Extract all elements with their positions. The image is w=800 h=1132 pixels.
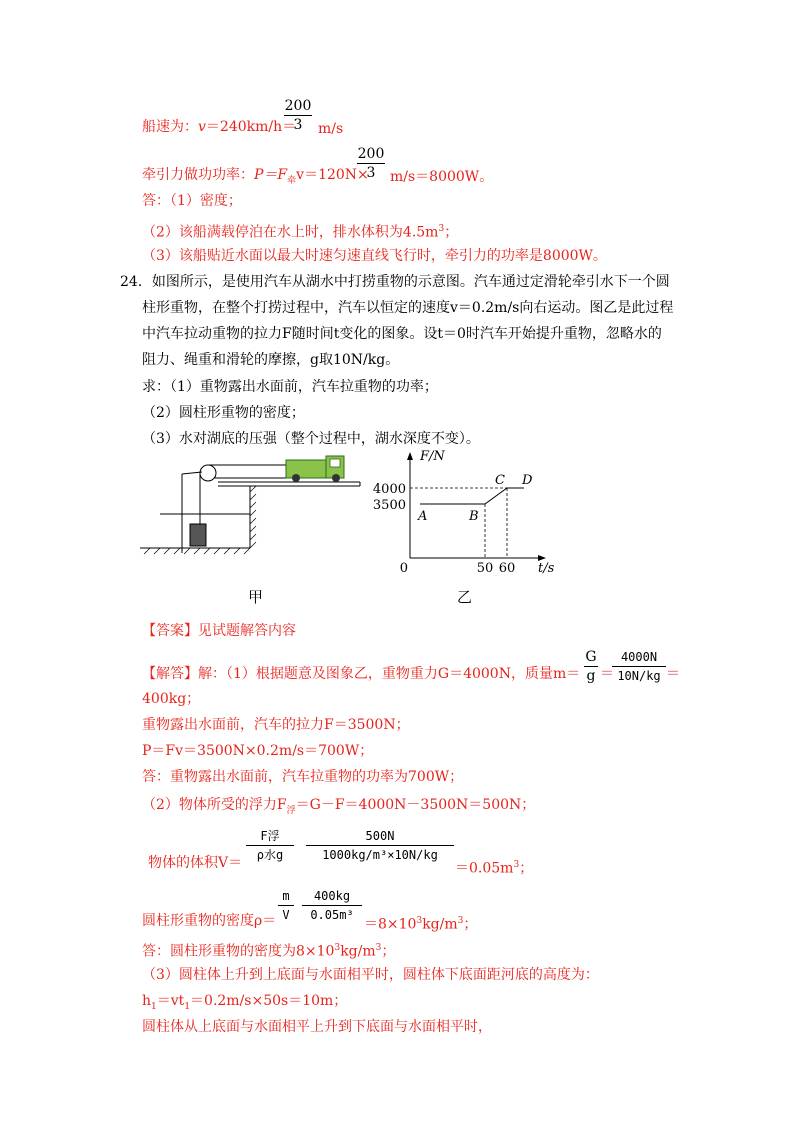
solution-line: 圆柱体从上底面与水面相平上升到下底面与水面相平时，	[142, 1019, 492, 1035]
x-axis-label: t/s	[538, 561, 555, 576]
numerator: 200	[284, 98, 312, 114]
text: P＝F	[254, 167, 288, 183]
fraction-power	[357, 146, 385, 181]
text: 3	[438, 224, 445, 234]
fraction-volume	[246, 828, 294, 863]
point-label-A: A	[418, 509, 428, 524]
text: ＝vt	[156, 993, 185, 1009]
denominator: 3	[366, 165, 376, 181]
text: 牵引力做功功率：	[142, 167, 254, 183]
numerator: F浮	[260, 829, 280, 843]
question-text: 阻力、绳重和滑轮的摩擦，g取10N/kg。	[142, 352, 400, 368]
text: h	[142, 993, 152, 1009]
origin-label: 0	[399, 561, 408, 576]
text: 浮	[286, 805, 296, 816]
question-text: 柱形重物，在整个打捞过程中，汽车以恒定的速度v＝0.2m/s向右运动。图乙是此过程	[142, 300, 674, 316]
text: v	[198, 119, 206, 135]
text: 【解答】	[142, 666, 198, 682]
denominator: V	[282, 908, 290, 922]
text: 牵	[287, 175, 297, 186]
fraction-volume-values	[306, 828, 454, 863]
point-label-B: B	[469, 509, 479, 524]
fraction-g-over-g	[584, 649, 598, 684]
truck-icon	[286, 456, 344, 482]
numerator: 400kg	[313, 889, 351, 903]
text: kg/m	[422, 916, 458, 933]
text: 见试题解答内容	[198, 623, 296, 639]
fraction-density-values	[302, 888, 362, 923]
question-text: （3）水对湖底的压强（整个过程中，湖水深度不变）。	[142, 431, 480, 447]
pulley	[200, 465, 216, 481]
fraction-mass	[612, 649, 666, 684]
figure-caption-jia: 甲	[248, 588, 264, 606]
solution-line	[142, 992, 347, 1016]
weight	[190, 524, 206, 546]
ship-speed-line	[142, 118, 296, 136]
text: 船速为：	[142, 119, 198, 135]
answer-line	[142, 220, 458, 242]
denominator: 0.05m³	[310, 908, 354, 922]
unit: m/s	[318, 121, 344, 137]
text: 答：圆柱形重物的密度为8×10	[142, 943, 335, 960]
text: ＝0.2m/s×50s＝10m；	[190, 993, 348, 1009]
text: ＝	[600, 666, 614, 682]
y-axis-arrow	[407, 452, 413, 460]
solution-line	[142, 665, 580, 683]
question-text: 24．如图所示，是使用汽车从湖水中打捞重物的示意图。汽车通过定滑轮牵引水下一个圆	[120, 274, 670, 290]
y-axis-label: F/N	[420, 449, 445, 464]
point-label-C: C	[495, 473, 505, 488]
text: （2）物体所受的浮力F	[142, 797, 287, 813]
fraction-density	[278, 888, 294, 923]
solution-line	[142, 796, 535, 820]
question-text: 中汽车拉动重物的拉力F随时间t变化的图象。设t＝0时汽车开始提升重物，忽略水的	[142, 326, 662, 342]
figure-caption-yi: 乙	[457, 588, 473, 606]
text: m/s＝8000W。	[390, 169, 494, 185]
text: ＝0.05m	[455, 860, 514, 877]
text: 【答案】	[142, 623, 198, 639]
text: 3	[334, 943, 341, 953]
x-tick-60: 60	[498, 561, 516, 576]
text: ＝G－F＝4000N－3500N＝500N；	[295, 797, 536, 813]
text: 解：（1）根据题意及图象乙，重物重力G＝4000N，质量m＝	[198, 666, 581, 682]
y-tick-3500: 3500	[372, 498, 406, 513]
text: ；	[519, 860, 534, 877]
answer-line: （3）该船贴近水面以最大时速匀速直线飞行时，牵引力的功率是8000W。	[142, 248, 607, 264]
text: 3	[513, 860, 520, 870]
text: v＝120N×	[296, 167, 369, 183]
text	[364, 912, 477, 934]
question-text: 求：（1）重物露出水面前，汽车拉重物的功率；	[142, 379, 438, 395]
solution-line: （3）圆柱体上升到上底面与水面相平时，圆柱体下底面距河底的高度为：	[142, 967, 599, 983]
text: 1	[184, 1001, 191, 1012]
numerator: G	[585, 649, 597, 665]
text: kg/m	[340, 943, 376, 960]
solution-line	[142, 939, 395, 961]
figure-jia-diagram	[140, 448, 370, 558]
text: ＝8×10	[364, 916, 417, 933]
denominator: 1000kg/m³×10N/kg	[322, 848, 438, 862]
power-line	[142, 166, 369, 190]
force-time-chart	[372, 448, 572, 576]
text: （2）该船满载停泊在水上时，排水体积为4.5m	[142, 224, 439, 241]
fraction-speed	[284, 98, 312, 133]
answer-line: 答：（1）密度；	[142, 193, 242, 209]
text: 3	[416, 916, 423, 926]
solution-line: 重物露出水面前，汽车的拉力F＝3500N；	[142, 717, 410, 733]
numerator: 4000N	[620, 650, 658, 664]
solution-line: 答：重物露出水面前，汽车拉重物的功率为700W；	[142, 769, 464, 785]
denominator: 3	[293, 117, 303, 133]
point-label-D: D	[522, 473, 533, 488]
text	[455, 856, 533, 878]
y-tick-4000: 4000	[372, 482, 406, 497]
text: 3	[375, 943, 382, 953]
denominator: 10N/kg	[617, 669, 661, 683]
denominator: g	[586, 668, 596, 684]
numerator: m	[282, 889, 290, 903]
x-tick-50: 50	[476, 561, 494, 576]
text: 3	[457, 916, 464, 926]
numerator: 500N	[365, 829, 395, 843]
text: ＝240km/h＝	[205, 119, 297, 135]
answer-tag-line	[142, 622, 296, 640]
series-line	[420, 488, 524, 504]
solution-line: 400kg；	[142, 691, 201, 707]
text: ；	[463, 916, 478, 933]
numerator: 200	[357, 146, 385, 162]
text: ；	[444, 224, 459, 241]
text: ；	[381, 943, 396, 960]
solution-line: 圆柱形重物的密度ρ＝	[142, 913, 277, 929]
denominator: ρ水g	[256, 848, 284, 862]
text: 1	[151, 1001, 157, 1012]
question-text: （2）圆柱形重物的密度；	[142, 405, 305, 421]
solution-line: 物体的体积V＝	[148, 855, 243, 871]
solution-line: P＝Fv＝3500N×0.2m/s＝700W；	[142, 743, 374, 759]
